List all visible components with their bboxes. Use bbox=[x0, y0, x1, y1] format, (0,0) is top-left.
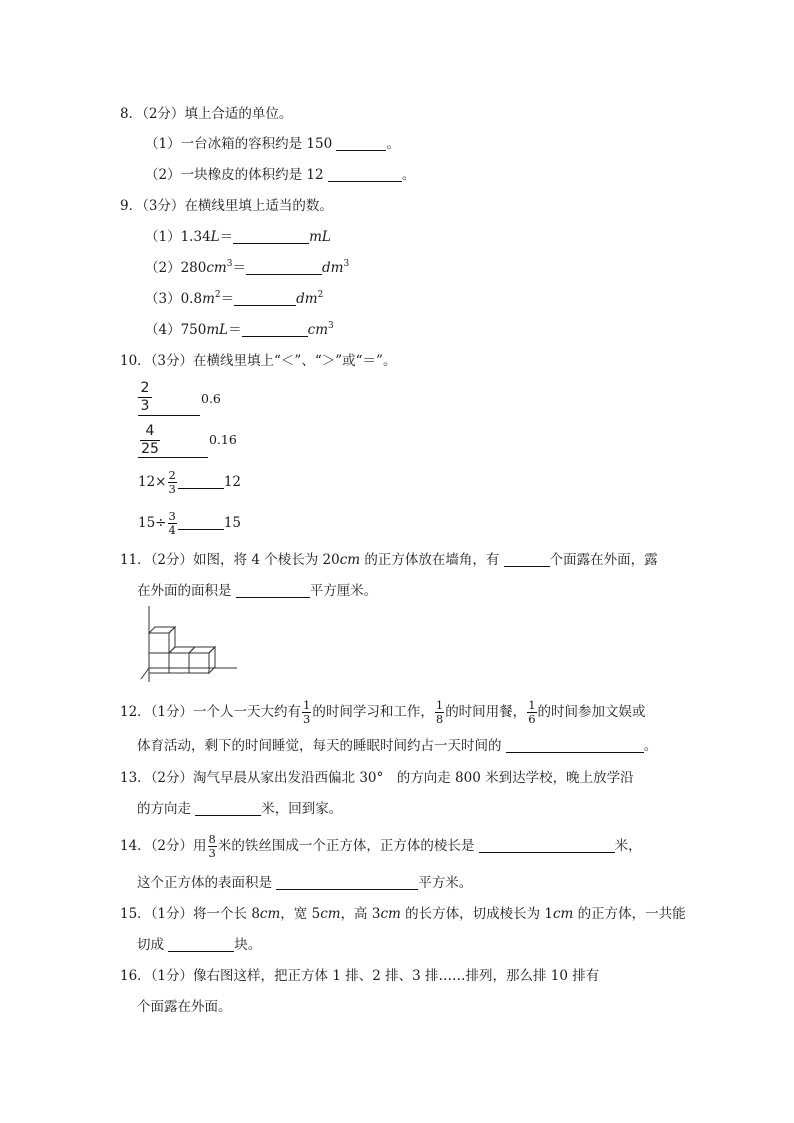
answer-blank[interactable] bbox=[246, 260, 322, 275]
q9-part-3: $(3)0.8m^2= dm^2$ bbox=[145, 290, 324, 307]
q10-row-3: 12× $\frac{2}{3}$ 12 bbox=[138, 468, 242, 496]
q11-cubes-figure bbox=[140, 606, 240, 686]
q13-stem: 13．（2分）淘气早晨从家出发沿西偏北 30° 的方向走 800 米到达学校，晚上放学沿 bbox=[120, 770, 634, 786]
q11-line-2: 在外面的面积是 平方厘米。 bbox=[137, 583, 378, 599]
answer-blank[interactable] bbox=[138, 415, 200, 416]
q11-stem: 11．（2分）如图，将 4 个棱长为 20cm 的正方体放在墙角，有 个面露在外面，露 bbox=[120, 552, 658, 568]
q10-fraction-2: $\frac{4}{25}$ bbox=[141, 423, 159, 457]
q13-line-2: 的方向走 米，回到家。 bbox=[137, 801, 343, 817]
q14-line-2: 这个正方体的表面积是 平方米。 bbox=[137, 875, 473, 891]
q10-right-1: 0.6 bbox=[201, 391, 221, 406]
q14-stem: 14．（2分）用 $\frac{8}{3}$ 米的铁丝围成一个正方体，正方体的棱长是 米， bbox=[120, 832, 642, 860]
answer-blank[interactable] bbox=[168, 937, 234, 952]
answer-blank[interactable] bbox=[506, 738, 644, 753]
q9-part-4: $(4)750mL= cm^3$ bbox=[145, 321, 334, 338]
answer-blank[interactable] bbox=[328, 167, 402, 182]
answer-blank[interactable] bbox=[336, 136, 386, 151]
q10-fraction-1: $\frac{2}{3}$ bbox=[138, 380, 152, 415]
q9-part-1: （1）1.34L＝ mL bbox=[145, 229, 331, 245]
q8-stem bbox=[120, 104, 292, 124]
q10-right-2: 0.16 bbox=[209, 432, 237, 447]
q10-stem: 10．（3分）在横线里填上“＜”、“＞”或“＝”。 bbox=[120, 353, 397, 369]
q8-score: （2分） bbox=[142, 106, 185, 122]
answer-blank[interactable] bbox=[178, 474, 224, 489]
q16-stem: 16．（1分）像右图这样，把正方体 1 排、2 排、3 排……排列，那么排 10 排有 bbox=[120, 968, 600, 984]
answer-blank[interactable] bbox=[234, 291, 296, 306]
answer-blank[interactable] bbox=[195, 801, 261, 816]
answer-blank[interactable] bbox=[236, 583, 310, 598]
q8-part-2: （2）一块橡皮的体积约是 12 。 bbox=[145, 167, 416, 183]
q9-part-2: $(2)280cm^3= dm^3$ bbox=[145, 259, 350, 276]
answer-blank[interactable] bbox=[479, 838, 615, 853]
q15-stem: 15．（1分）将一个长 8cm，宽 5cm，高 3cm 的长方体，切成棱长为 1cm 的正方体，一共能 bbox=[120, 906, 686, 922]
answer-blank[interactable] bbox=[504, 552, 550, 567]
q12-stem: 12．（1分）一个人一天大约有 $\frac{1}{3}$ 的时间学习和工作， $\frac{1}{8}$ 的时间用餐， $\frac{1}{6}$ 的时间参加文娱或 bbox=[120, 698, 646, 726]
q9-stem: 9．（3分）在横线里填上适当的数。 bbox=[120, 198, 333, 214]
q10-row-4: 15÷ $\frac{3}{4}$ 15 bbox=[138, 509, 242, 537]
answer-blank[interactable] bbox=[138, 457, 208, 458]
answer-blank[interactable] bbox=[178, 515, 224, 530]
q15-line-2: 切成 块。 bbox=[137, 937, 262, 953]
q8-part-1: （1）一台冰箱的容积约是 150 。 bbox=[145, 136, 400, 152]
q12-line-2: 体育活动，剩下的时间睡觉，每天的睡眠时间约占一天时间的 。 bbox=[137, 738, 658, 754]
q8-text: 填上合适的单位。 bbox=[184, 106, 293, 122]
answer-blank[interactable] bbox=[276, 875, 418, 890]
q8-number: 8． bbox=[120, 106, 143, 122]
answer-blank[interactable] bbox=[233, 229, 309, 244]
answer-blank[interactable] bbox=[242, 322, 308, 337]
q16-line-2: 个面露在外面。 bbox=[137, 999, 232, 1015]
